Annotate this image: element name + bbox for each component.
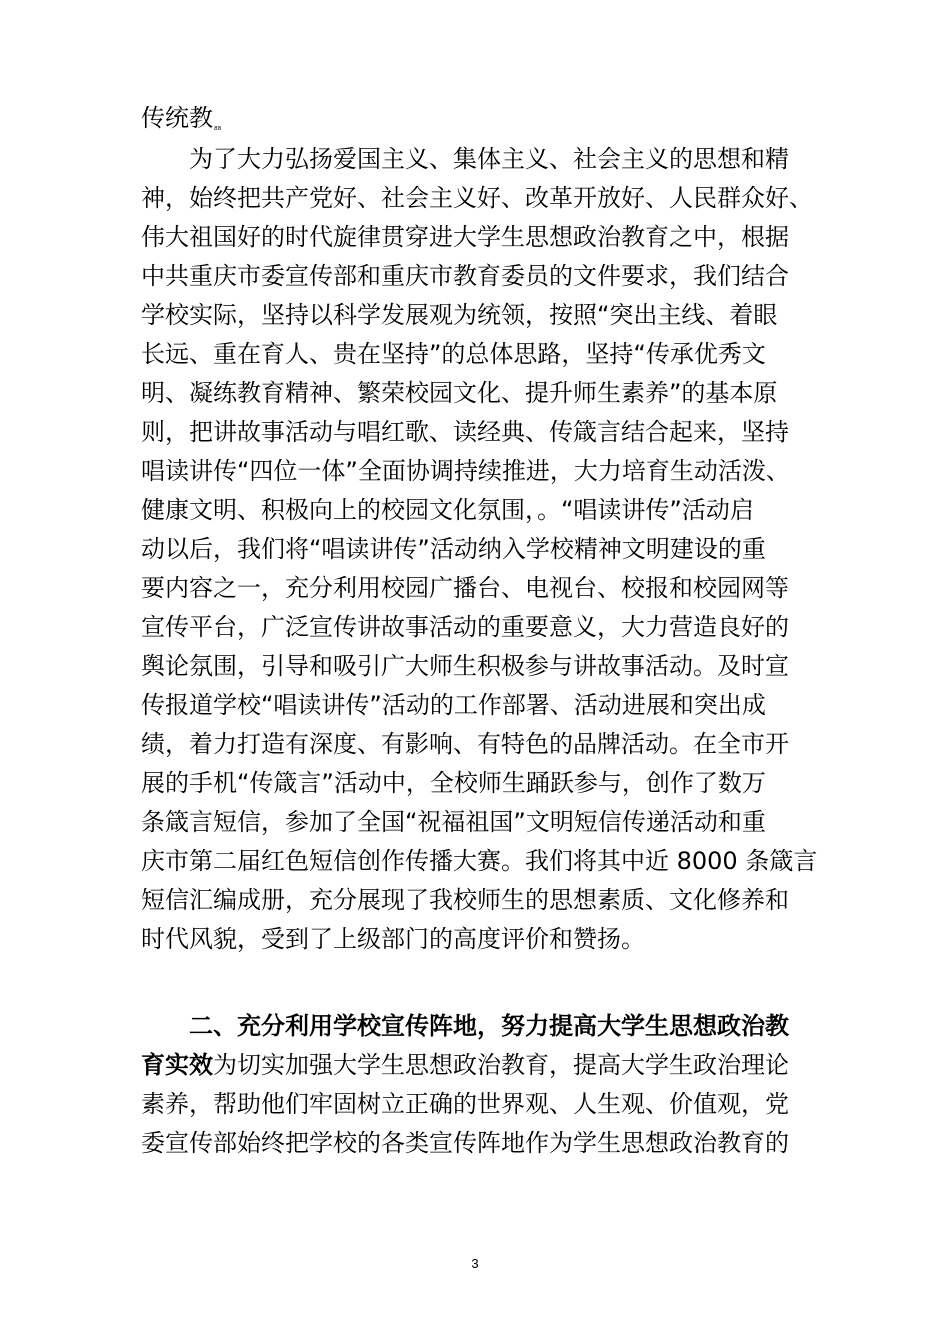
paragraph-line: 长远、重在育人、贵在坚持”的总体思路，坚持“传承优秀文: [141, 340, 766, 368]
paragraph-line: 明、凝练教育精神、繁荣校园文化、提升师生素养”的基本原: [141, 379, 778, 407]
section-heading-tail: 育实效: [141, 1051, 213, 1079]
paragraph-line: 庆市第二届红色短信创作传播大赛。我们将其中近 8000 条箴言: [141, 847, 818, 875]
paragraph-line: 神，始终把共产党好、社会主义好、改革开放好、人民群众好、: [141, 184, 813, 212]
paragraph-line: 伟大祖国好的时代旋律贯穿进大学生思想政治教育之中，根据: [141, 223, 789, 251]
paragraph-line: 为了大力弘扬爱国主义、集体主义、社会主义的思想和精: [189, 145, 789, 173]
paragraph-line: 学校实际，坚持以科学发展观为统领，按照“突出主线、着眼: [141, 301, 778, 329]
paragraph-line: 宣传平台，广泛宣传讲故事活动的重要意义，大力营造良好的: [141, 613, 789, 641]
small-mark: ₈₈: [214, 123, 222, 133]
paragraph-line: 健康文明、积极向上的校园文化氛围，。“唱读讲传”活动启: [141, 496, 754, 524]
text-fragment: 传统教: [141, 104, 213, 132]
paragraph-line: 唱读讲传“四位一体”全面协调持续推进，大力培育生动活泼、: [141, 457, 790, 485]
paragraph-line: 展的手机“传箴言”活动中，全校师生踊跃参与，创作了数万: [141, 769, 766, 797]
paragraph-line: 动以后，我们将“唱读讲传”活动纳入学校精神文明建设的重: [141, 535, 766, 563]
paragraph-line: 则，把讲故事活动与唱红歌、读经典、传箴言结合起来，坚持: [141, 418, 789, 446]
paragraph-line: 素养，帮助他们牢固树立正确的世界观、人生观、价值观，党: [141, 1090, 789, 1118]
paragraph-line: 要内容之一，充分利用校园广播台、电视台、校报和校园网等: [141, 574, 789, 602]
paragraph-line: 条箴言短信，参加了全国“祝福祖国”文明短信传递活动和重: [141, 808, 766, 836]
page-number: 3: [471, 1256, 479, 1271]
section-heading: 二、充分利用学校宣传阵地，努力提高大学生思想政治教: [189, 1012, 789, 1040]
section-heading-continuation: [141, 1049, 861, 1081]
paragraph-text: 为切实加强大学生思想政治教育，提高大学生政治理论: [213, 1051, 789, 1079]
paragraph-line: 中共重庆市委宣传部和重庆市教育委员的文件要求，我们结合: [141, 262, 789, 290]
paragraph-line: 绩，着力打造有深度、有影响、有特色的品牌活动。在全市开: [141, 730, 789, 758]
paragraph-line: 短信汇编成册，充分展现了我校师生的思想素质、文化修养和: [141, 886, 789, 914]
paragraph-line: 委宣传部始终把学校的各类宣传阵地作为学生思想政治教育的: [141, 1129, 789, 1157]
paragraph-line: 时代风貌，受到了上级部门的高度评价和赞扬。: [141, 925, 645, 953]
paragraph-line: 传报道学校“唱读讲传”活动的工作部署、活动进展和突出成: [141, 691, 766, 719]
text-line: [141, 102, 861, 134]
paragraph-line: 舆论氛围，引导和吸引广大师生积极参与讲故事活动。及时宣: [141, 652, 789, 680]
